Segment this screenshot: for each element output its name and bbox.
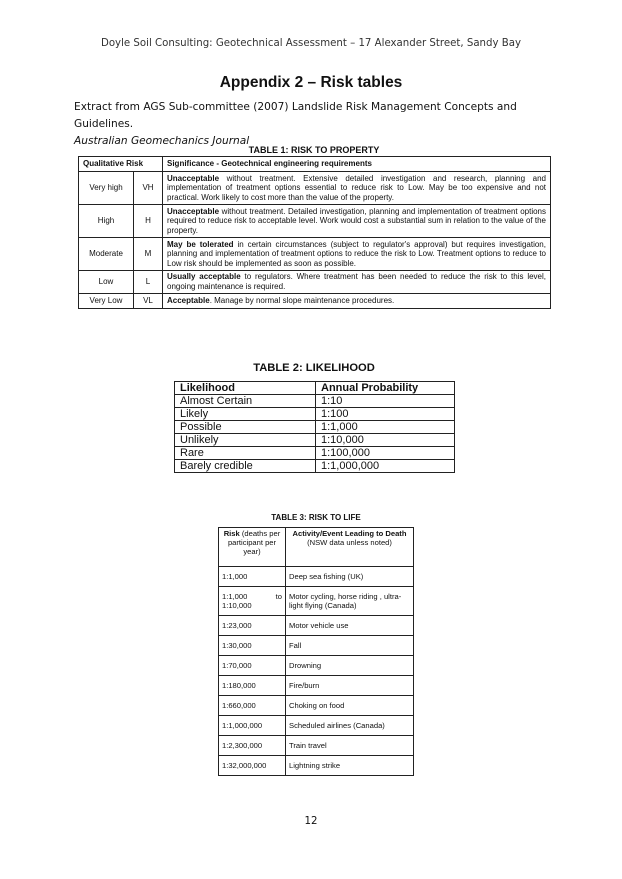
risk-level: Low [79, 271, 134, 294]
table-row [79, 172, 551, 205]
risk-abbr: VL [134, 294, 163, 309]
table-row [79, 238, 551, 271]
event-cell: Choking on food [286, 696, 414, 716]
risk-cell: 1:32,000,000 [219, 756, 286, 776]
header-activity-bold: Activity/Event Leading to Death [292, 529, 407, 538]
probability-cell: 1:100,000 [316, 447, 455, 460]
risk-cell: 1:660,000 [219, 696, 286, 716]
risk-cell [219, 587, 286, 616]
event-cell: Fall [286, 636, 414, 656]
probability-cell: 1:1,000,000 [316, 460, 455, 473]
significance-bold: Usually acceptable [167, 272, 241, 282]
probability-cell: 1:10,000 [316, 434, 455, 447]
risk-cell: 1:1,000 [219, 567, 286, 587]
likelihood-cell: Barely credible [175, 460, 316, 473]
probability-cell: 1:100 [316, 408, 455, 421]
table-row [175, 395, 455, 408]
risk-level: Very Low [79, 294, 134, 309]
significance-text: without treatment. Extensive detailed investigation and research, planning and implementation of treatment options essential to reduce risk to Low. May be too expensive and not practical. Work likely to cost more than the value of the property. [167, 173, 546, 202]
table-row [79, 294, 551, 309]
table1-header-risk: Qualitative Risk [79, 157, 163, 172]
page-header: Doyle Soil Consulting: Geotechnical Assessment – 17 Alexander Street, Sandy Bay [100, 38, 522, 49]
header-activity-note: (NSW data unless noted) [307, 538, 392, 547]
significance-text: without treatment. Detailed investigation, planning and implementation of treatment options required to reduce risk to acceptable level. Work would cost a substantial sum in relation to the value of the property. [167, 206, 546, 235]
table-row [219, 716, 414, 736]
table-row [175, 408, 455, 421]
table-row [219, 567, 414, 587]
event-cell: Lightning strike [286, 756, 414, 776]
table2-header-probability: Annual Probability [316, 382, 455, 395]
risk-cell: 1:180,000 [219, 676, 286, 696]
likelihood-cell: Likely [175, 408, 316, 421]
significance-text: . Manage by normal slope maintenance procedures. [209, 296, 395, 306]
event-cell: Motor vehicle use [286, 616, 414, 636]
risk-to-life-table [218, 527, 414, 776]
probability-cell: 1:10 [316, 395, 455, 408]
risk-level: High [79, 205, 134, 238]
header-risk-rest: (deaths per participant per year) [227, 529, 281, 556]
significance-bold: Unacceptable [167, 173, 220, 183]
risk-level: Moderate [79, 238, 134, 271]
table-row [79, 205, 551, 238]
page-number: 12 [304, 816, 318, 827]
risk-range-end: 1:10,000 [222, 601, 252, 610]
significance-text: in certain circumstances (subject to regulator's approval) but requires investigation, planning and implementation of treatment options to reduce the risk to Low. Treatment options to reduce to Low risk should be implemented as soon as possible. [167, 239, 546, 268]
table-row [175, 434, 455, 447]
table-row [175, 447, 455, 460]
risk-significance [163, 294, 551, 309]
event-cell: Drowning [286, 656, 414, 676]
risk-abbr: L [134, 271, 163, 294]
table-row [175, 421, 455, 434]
table-row [219, 676, 414, 696]
table-row [219, 756, 414, 776]
table-row [175, 460, 455, 473]
risk-range-start: 1:1,000 [222, 592, 248, 601]
likelihood-cell: Almost Certain [175, 395, 316, 408]
risk-significance [163, 205, 551, 238]
risk-to-property-table [78, 156, 551, 309]
event-cell: Motor cycling, horse riding , ultra-light flying (Canada) [286, 587, 414, 616]
table-row [219, 696, 414, 716]
event-cell: Fire/burn [286, 676, 414, 696]
risk-abbr: VH [134, 172, 163, 205]
significance-bold: May be tolerated [167, 239, 234, 249]
event-cell: Deep sea fishing (UK) [286, 567, 414, 587]
intro-text [74, 99, 574, 150]
risk-cell: 1:30,000 [219, 636, 286, 656]
risk-cell: 1:2,300,000 [219, 736, 286, 756]
table-row [219, 587, 414, 616]
risk-significance [163, 238, 551, 271]
table3-header-activity [286, 528, 414, 567]
table-row [79, 271, 551, 294]
risk-significance [163, 172, 551, 205]
risk-cell: 1:70,000 [219, 656, 286, 676]
page-title: Appendix 2 – Risk tables [219, 74, 403, 91]
risk-cell: 1:23,000 [219, 616, 286, 636]
significance-text: to regulators. Where treatment has been needed to reduce the risk to this level, ongoing maintenance is required. [167, 272, 546, 291]
risk-level: Very high [79, 172, 134, 205]
table-row [219, 656, 414, 676]
intro-journal: Australian Geomechanics Journal [74, 135, 250, 147]
likelihood-table [174, 381, 455, 473]
risk-abbr: M [134, 238, 163, 271]
likelihood-cell: Rare [175, 447, 316, 460]
event-cell: Train travel [286, 736, 414, 756]
table3-header-risk [219, 528, 286, 567]
table1-header-significance: Significance - Geotechnical engineering requirements [163, 157, 551, 172]
table-row [219, 616, 414, 636]
likelihood-cell: Unlikely [175, 434, 316, 447]
likelihood-cell: Possible [175, 421, 316, 434]
significance-bold: Unacceptable [167, 206, 220, 216]
table3-caption: TABLE 3: RISK TO LIFE [271, 513, 361, 522]
risk-abbr: H [134, 205, 163, 238]
significance-bold: Acceptable [167, 296, 210, 306]
risk-cell: 1:1,000,000 [219, 716, 286, 736]
risk-significance [163, 271, 551, 294]
header-risk-bold: Risk [223, 529, 240, 538]
intro-line-1: Extract from AGS Sub-committee (2007) Landslide Risk Management Concepts and Guidelines. [74, 101, 517, 130]
probability-cell: 1:1,000 [316, 421, 455, 434]
table2-caption: TABLE 2: LIKELIHOOD [253, 362, 375, 374]
risk-range-to: to [275, 592, 282, 601]
table2-header-likelihood: Likelihood [175, 382, 316, 395]
event-cell: Scheduled airlines (Canada) [286, 716, 414, 736]
table-row [219, 636, 414, 656]
table-row [219, 736, 414, 756]
table1-caption: TABLE 1: RISK TO PROPERTY [248, 145, 380, 155]
